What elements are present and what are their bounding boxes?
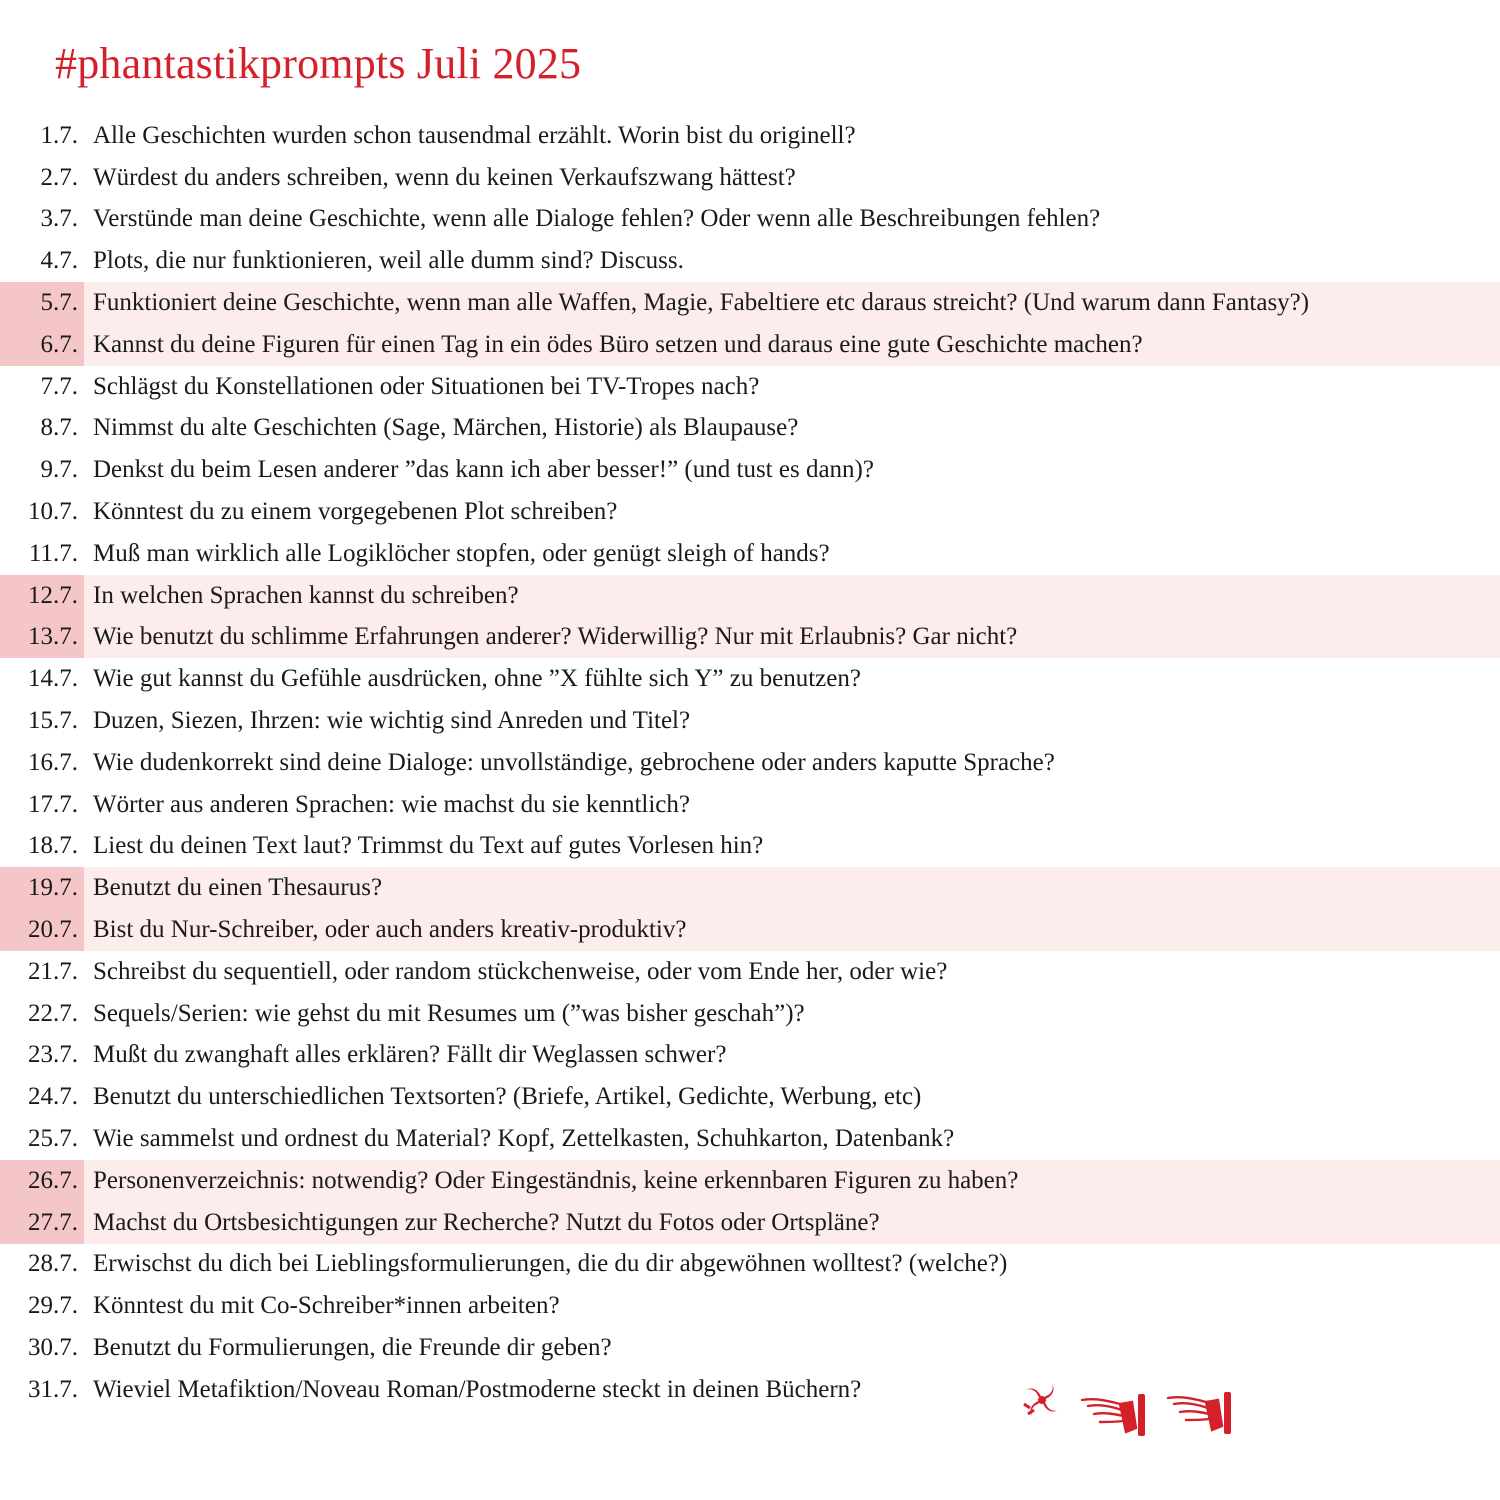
prompt-row <box>0 1202 1500 1244</box>
prompt-row <box>0 491 1500 533</box>
prompt-row <box>0 784 1500 826</box>
prompt-text: Wieviel Metafiktion/Noveau Roman/Postmoderne steckt in deinen Büchern? <box>93 1375 862 1403</box>
prompt-date: 11.7. <box>28 539 78 567</box>
prompt-row <box>0 408 1500 450</box>
prompt-date: 17.7. <box>28 790 78 818</box>
prompt-date: 21.7. <box>28 957 78 985</box>
prompt-text: Schreibst du sequentiell, oder random stückchenweise, oder vom Ende her, oder wie? <box>93 957 948 985</box>
prompt-text: Wie gut kannst du Gefühle ausdrücken, ohne ”X fühlte sich Y” zu benutzen? <box>93 665 861 693</box>
prompt-text: Personenverzeichnis: notwendig? Oder Eingeständnis, keine erkennbaren Figuren zu haben? <box>93 1166 1019 1194</box>
prompt-row <box>0 1369 1500 1411</box>
prompt-date: 28.7. <box>28 1250 78 1278</box>
prompt-date: 14.7. <box>28 665 78 693</box>
prompt-text: Nimmst du alte Geschichten (Sage, Märchen, Historie) als Blaupause? <box>93 414 799 442</box>
prompt-date: 18.7. <box>28 832 78 860</box>
prompt-text: Bist du Nur-Schreiber, oder auch anders kreativ-produktiv? <box>93 916 687 944</box>
prompt-row <box>0 826 1500 868</box>
prompt-text: Verstünde man deine Geschichte, wenn alle Dialoge fehlen? Oder wenn alle Beschreibungen fehlen? <box>93 205 1101 233</box>
prompt-date: 10.7. <box>28 498 78 526</box>
prompt-text: Könntest du zu einem vorgegebenen Plot schreiben? <box>93 498 618 526</box>
prompt-row <box>0 951 1500 993</box>
prompt-text: Mußt du zwanghaft alles erklären? Fällt dir Weglassen schwer? <box>93 1041 727 1069</box>
prompt-row <box>0 700 1500 742</box>
prompt-text: Benutzt du einen Thesaurus? <box>93 874 383 902</box>
prompt-date: 4.7. <box>40 247 78 275</box>
prompt-date: 27.7. <box>0 1202 84 1244</box>
prompt-date: 25.7. <box>28 1125 78 1153</box>
prompt-date: 20.7. <box>0 909 84 951</box>
page-title: #phantastikprompts Juli 2025 <box>55 39 582 88</box>
prompt-date: 8.7. <box>40 414 78 442</box>
triskelion-icon <box>1024 1384 1058 1416</box>
prompt-date: 29.7. <box>28 1292 78 1320</box>
prompt-date: 31.7. <box>28 1375 78 1403</box>
prompt-text: Würdest du anders schreiben, wenn du keinen Verkaufszwang hättest? <box>93 163 796 191</box>
prompt-row <box>0 115 1500 157</box>
prompt-row <box>0 1244 1500 1286</box>
prompt-date: 19.7. <box>0 867 84 909</box>
prompt-text: Wie dudenkorrekt sind deine Dialoge: unvollständige, gebrochene oder anders kaputte Sprache? <box>93 748 1055 776</box>
prompt-row <box>0 1035 1500 1077</box>
prompt-text: Denkst du beim Lesen anderer ”das kann ich aber besser!” (und tust es dann)? <box>93 456 874 484</box>
prompt-text: Sequels/Serien: wie gehst du mit Resumes um (”was bisher geschah”)? <box>93 999 805 1027</box>
prompt-row <box>0 324 1500 366</box>
prompt-row <box>0 867 1500 909</box>
prompt-row <box>0 993 1500 1035</box>
prompt-date: 13.7. <box>0 617 84 659</box>
prompt-text: Benutzt du Formulierungen, die Freunde dir geben? <box>93 1334 612 1361</box>
prompt-text: Duzen, Siezen, Ihrzen: wie wichtig sind Anreden und Titel? <box>93 707 691 735</box>
prompt-text: Erwischst du dich bei Lieblingsformulierungen, die du dir abgewöhnen wolltest? (welche?) <box>93 1250 1008 1278</box>
prompt-date: 24.7. <box>28 1083 78 1111</box>
prompt-row <box>0 533 1500 575</box>
prompt-row <box>0 1160 1500 1202</box>
prompt-row <box>0 1327 1500 1369</box>
prompt-text: Alle Geschichten wurden schon tausendmal erzählt. Worin bist du originell? <box>93 121 856 149</box>
prompt-row <box>0 1118 1500 1160</box>
prompt-date: 5.7. <box>0 282 84 324</box>
prompt-date: 9.7. <box>40 456 78 484</box>
prompt-text: Wie sammelst und ordnest du Material? Kopf, Zettelkasten, Schuhkarton, Datenbank? <box>93 1125 955 1153</box>
prompt-text: Kannst du deine Figuren für einen Tag in ein ödes Büro setzen und daraus eine gute Geschichte machen? <box>93 330 1143 358</box>
prompt-date: 12.7. <box>0 575 84 617</box>
prompt-date: 2.7. <box>40 163 78 191</box>
prompt-text: Muß man wirklich alle Logiklöcher stopfen, oder genügt sleigh of hands? <box>93 539 830 567</box>
prompt-row <box>0 617 1500 659</box>
prompt-row <box>0 449 1500 491</box>
prompt-date: 22.7. <box>28 999 78 1027</box>
prompt-date: 6.7. <box>0 324 84 366</box>
ornament-group <box>1018 1378 1258 1442</box>
prompt-text: Machst du Ortsbesichtigungen zur Recherche? Nutzt du Fotos oder Ortspläne? <box>93 1208 880 1236</box>
prompt-date: 7.7. <box>40 372 78 400</box>
prompt-text: In welchen Sprachen kannst du schreiben? <box>93 581 519 609</box>
prompt-date: 26.7. <box>0 1160 84 1202</box>
prompt-date: 23.7. <box>28 1041 78 1069</box>
prompt-row <box>0 1076 1500 1118</box>
prompt-row <box>0 366 1500 408</box>
prompt-row <box>0 658 1500 700</box>
prompt-text: Plots, die nur funktionieren, weil alle dumm sind? Discuss. <box>93 247 684 275</box>
prompt-row <box>0 199 1500 241</box>
pointing-hand-icon <box>1168 1392 1231 1434</box>
prompt-text: Liest du deinen Text laut? Trimmst du Text auf gutes Vorlesen hin? <box>93 832 764 860</box>
prompt-text: Wörter aus anderen Sprachen: wie machst du sie kenntlich? <box>93 790 690 818</box>
prompt-row <box>0 909 1500 951</box>
prompt-row <box>0 1285 1500 1327</box>
prompt-text: Schlägst du Konstellationen oder Situationen bei TV-Tropes nach? <box>93 372 760 400</box>
pointing-hand-icon <box>1082 1394 1145 1436</box>
prompt-list <box>0 115 1500 1411</box>
prompt-date: 15.7. <box>28 707 78 735</box>
prompt-row <box>0 240 1500 282</box>
prompt-date: 16.7. <box>28 748 78 776</box>
prompt-row <box>0 157 1500 199</box>
prompt-date: 30.7. <box>28 1334 78 1361</box>
prompt-text: Könntest du mit Co-Schreiber*innen arbeiten? <box>93 1292 560 1320</box>
prompt-date: 3.7. <box>40 205 78 233</box>
prompt-row <box>0 282 1500 324</box>
prompt-text: Funktioniert deine Geschichte, wenn man alle Waffen, Magie, Fabeltiere etc daraus streicht? (Und warum dann Fantasy?) <box>93 289 1310 317</box>
prompt-row <box>0 742 1500 784</box>
prompt-row <box>0 575 1500 617</box>
prompt-text: Benutzt du unterschiedlichen Textsorten? (Briefe, Artikel, Gedichte, Werbung, etc) <box>93 1083 922 1111</box>
prompt-date: 1.7. <box>40 121 78 149</box>
prompt-text: Wie benutzt du schlimme Erfahrungen anderer? Widerwillig? Nur mit Erlaubnis? Gar nicht? <box>93 623 1018 651</box>
